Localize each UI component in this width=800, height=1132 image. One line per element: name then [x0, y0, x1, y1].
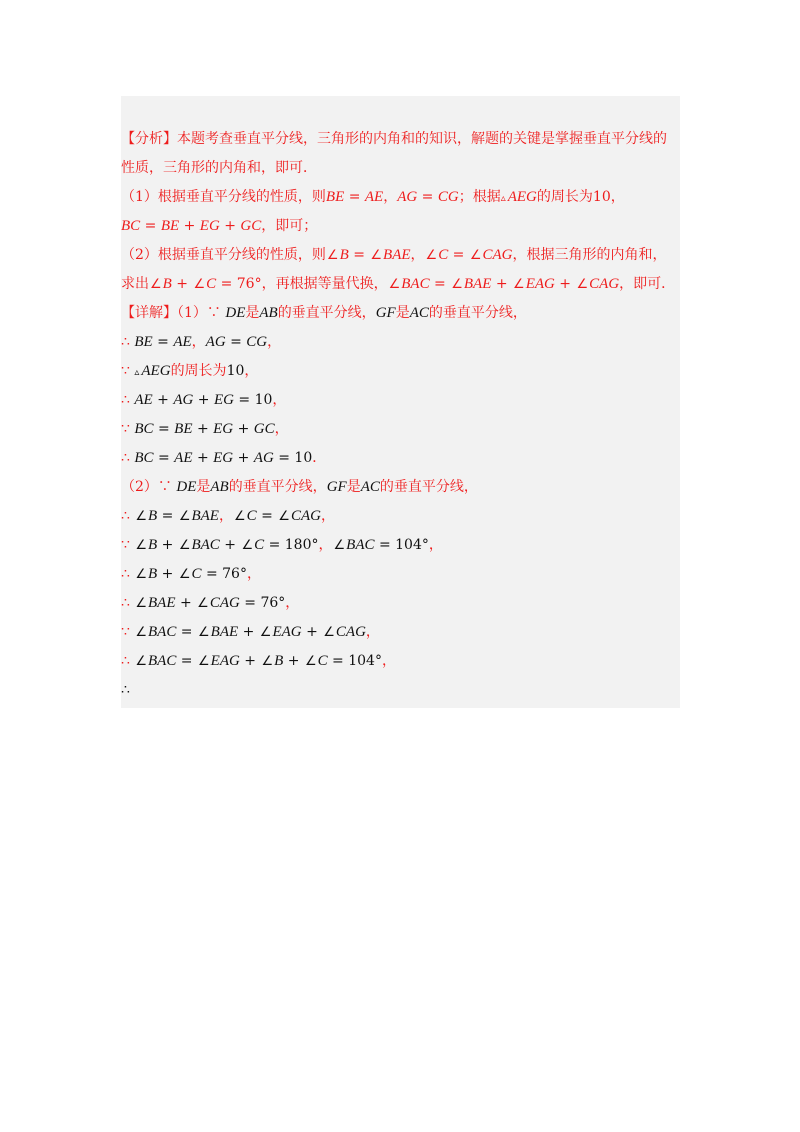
text-run: （2）根据垂直平分线的性质，则: [121, 247, 326, 263]
math-variable: BAC: [148, 653, 177, 669]
text-run: = 180°: [264, 537, 319, 553]
text-run: ，: [410, 247, 425, 263]
triangle-symbol: ▵: [134, 367, 140, 378]
text-run: 是: [395, 305, 410, 321]
angle-symbol: ∠: [135, 596, 148, 611]
math-variable: DE: [176, 479, 197, 495]
angle-symbol: ∠: [469, 248, 482, 263]
angle-symbol: ∠: [198, 654, 210, 669]
text-line: [121, 216, 317, 236]
text-run: +: [192, 421, 214, 437]
text-run: ∴: [121, 566, 135, 582]
math-variable: BC: [134, 450, 154, 466]
angle-symbol: ∠: [304, 654, 317, 669]
text-run: =: [417, 189, 438, 205]
math-variable: CAG: [482, 247, 513, 263]
text-line: [121, 274, 675, 295]
text-run: +: [157, 566, 178, 582]
angle-symbol: ∠: [333, 538, 346, 553]
math-variable: BC: [134, 421, 154, 437]
text-run: ∴: [121, 653, 135, 669]
angle-symbol: ∠: [326, 248, 339, 263]
math-variable: EAG: [525, 276, 555, 292]
text-run: =: [153, 450, 175, 466]
text-line: [121, 535, 443, 556]
math-variable: B: [148, 537, 158, 553]
math-variable: BAE: [210, 624, 239, 640]
math-variable: GC: [253, 421, 275, 437]
text-run: 10: [226, 363, 245, 379]
math-variable: C: [438, 247, 449, 263]
text-run: = 76°: [201, 566, 247, 582]
math-variable: BAE: [463, 276, 492, 292]
math-variable: AG: [173, 392, 194, 408]
math-variable: GF: [326, 479, 347, 495]
angle-symbol: ∠: [193, 277, 206, 292]
angle-symbol: ∠: [425, 248, 438, 263]
angle-symbol: ∠: [178, 509, 191, 524]
math-variable: BC: [121, 218, 141, 234]
math-variable: CAG: [589, 276, 620, 292]
text-run: ，: [285, 595, 300, 611]
text-run: +: [171, 276, 193, 292]
text-run: ，: [244, 363, 259, 379]
math-variable: AG: [397, 189, 418, 205]
angle-symbol: ∠: [198, 625, 210, 640]
text-run: ，: [272, 392, 287, 408]
math-variable: BE: [325, 189, 345, 205]
angle-symbol: ∠: [451, 277, 463, 292]
text-run: +: [193, 392, 214, 408]
math-variable: AG: [253, 450, 274, 466]
text-run: ∵: [121, 537, 135, 553]
text-run: = 76°: [239, 595, 286, 611]
text-run: = 76°，再根据等量代换，: [216, 276, 388, 292]
math-variable: B: [162, 276, 172, 292]
solution-panel: [121, 96, 680, 708]
math-variable: BAE: [383, 247, 411, 263]
text-run: ∵: [121, 421, 135, 437]
text-run: ，: [318, 537, 333, 553]
angle-symbol: ∠: [576, 277, 589, 292]
text-run: =: [256, 508, 278, 524]
math-variable: EG: [213, 392, 234, 408]
text-line: [121, 477, 478, 497]
text-run: ∴: [121, 682, 130, 698]
text-run: +: [554, 276, 576, 292]
text-run: ，即可；: [261, 218, 318, 234]
math-variable: EG: [199, 218, 220, 234]
text-run: ，: [246, 566, 261, 582]
text-line: [121, 593, 299, 614]
math-variable: AC: [409, 305, 429, 321]
text-run: 是: [196, 479, 211, 495]
angle-symbol: ∠: [178, 567, 191, 582]
math-variable: C: [191, 566, 202, 582]
text-line: [121, 158, 317, 178]
math-variable: CAG: [290, 508, 321, 524]
text-run: （1）根据垂直平分线的性质，则: [121, 189, 326, 205]
angle-symbol: ∠: [388, 277, 401, 292]
math-variable: GF: [375, 305, 396, 321]
math-variable: BAC: [401, 276, 430, 292]
text-run: ，: [381, 653, 396, 669]
math-variable: DE: [225, 305, 246, 321]
text-run: =: [176, 653, 197, 669]
text-run: ；根据: [458, 189, 501, 205]
text-run: ∵: [121, 624, 135, 640]
math-variable: CG: [246, 334, 268, 350]
triangle-symbol: ▵: [500, 193, 506, 204]
angle-symbol: ∠: [370, 248, 383, 263]
text-run: ，: [383, 189, 398, 205]
text-line: [121, 245, 667, 266]
text-line: [121, 622, 380, 643]
math-variable: BAE: [191, 508, 219, 524]
text-line: [121, 361, 258, 383]
text-line: [121, 390, 286, 410]
text-line: [121, 419, 289, 439]
text-run: ，即可．: [619, 276, 676, 292]
math-variable: AB: [259, 305, 278, 321]
text-run: ，: [320, 508, 335, 524]
text-run: +: [491, 276, 513, 292]
text-run: =: [152, 334, 174, 350]
text-run: 是: [245, 305, 260, 321]
text-run: ∵: [121, 363, 135, 379]
angle-symbol: ∠: [135, 509, 148, 524]
text-line: [121, 680, 130, 700]
text-run: =: [140, 218, 161, 234]
text-run: 的周长为10，: [536, 189, 625, 205]
text-line: [121, 448, 326, 468]
math-variable: AE: [364, 189, 384, 205]
text-run: +: [157, 537, 178, 553]
math-variable: BAE: [148, 595, 176, 611]
angle-symbol: ∠: [323, 625, 335, 640]
text-run: 【分析】本题考查垂直平分线，三角形的内角和的知识，解题的关键是掌握垂直平分线的: [121, 131, 667, 147]
text-run: =: [157, 508, 178, 524]
text-run: +: [179, 218, 200, 234]
text-run: =: [225, 334, 247, 350]
text-run: =: [344, 189, 365, 205]
text-run: ，根据三角形的内角和，: [512, 247, 667, 263]
math-variable: AE: [174, 450, 193, 466]
text-line: [121, 129, 667, 149]
text-run: +: [192, 450, 214, 466]
text-run: =: [429, 276, 451, 292]
text-run: ，: [267, 334, 282, 350]
text-run: +: [152, 392, 174, 408]
text-run: +: [233, 450, 254, 466]
math-variable: AE: [134, 392, 153, 408]
angle-symbol: ∠: [259, 625, 272, 640]
math-variable: EG: [213, 450, 234, 466]
angle-symbol: ∠: [261, 654, 274, 669]
angle-symbol: ∠: [233, 509, 246, 524]
math-variable: BAC: [191, 537, 220, 553]
text-run: +: [301, 624, 323, 640]
text-run: ∴: [121, 508, 135, 524]
text-run: +: [239, 653, 261, 669]
math-variable: BE: [174, 421, 193, 437]
text-run: +: [219, 537, 241, 553]
math-variable: AEG: [141, 363, 171, 379]
text-run: ，: [274, 421, 289, 437]
text-run: +: [283, 653, 304, 669]
angle-symbol: ∠: [135, 538, 148, 553]
text-line: [121, 303, 527, 323]
math-variable: C: [206, 276, 217, 292]
text-run: 性质，三角形的内角和，即可．: [121, 160, 317, 176]
text-run: = 10: [233, 392, 273, 408]
text-run: +: [219, 218, 241, 234]
text-run: = 10: [273, 450, 313, 466]
math-variable: AG: [205, 334, 226, 350]
math-variable: B: [339, 247, 349, 263]
text-run: （2）∵: [121, 479, 177, 495]
text-run: = 104°: [327, 653, 382, 669]
math-variable: BAC: [148, 624, 177, 640]
angle-symbol: ∠: [241, 538, 254, 553]
text-run: ，: [218, 508, 233, 524]
text-run: ．: [312, 450, 327, 466]
text-line: [121, 187, 625, 209]
text-run: ，: [191, 334, 206, 350]
text-run: 的周长为: [170, 363, 227, 379]
text-run: ，: [365, 624, 380, 640]
math-variable: AE: [173, 334, 192, 350]
math-variable: AB: [210, 479, 229, 495]
text-run: +: [233, 421, 254, 437]
text-run: ∴: [121, 392, 135, 408]
text-line: [121, 332, 281, 352]
math-variable: B: [148, 566, 158, 582]
text-run: =: [348, 247, 370, 263]
text-run: +: [175, 595, 197, 611]
math-variable: EG: [213, 421, 234, 437]
text-line: [121, 506, 335, 527]
text-line: [121, 564, 261, 585]
math-variable: CAG: [209, 595, 240, 611]
math-variable: BAC: [346, 537, 375, 553]
text-run: =: [176, 624, 197, 640]
math-variable: GC: [240, 218, 262, 234]
math-variable: CAG: [335, 624, 366, 640]
math-variable: B: [274, 653, 284, 669]
math-variable: EAG: [210, 653, 240, 669]
text-run: 求出: [121, 276, 149, 292]
text-run: =: [448, 247, 469, 263]
text-run: =: [153, 421, 175, 437]
math-variable: BE: [160, 218, 180, 234]
angle-symbol: ∠: [135, 654, 148, 669]
math-variable: BE: [134, 334, 153, 350]
math-variable: B: [148, 508, 158, 524]
angle-symbol: ∠: [278, 509, 290, 524]
text-line: [121, 651, 396, 672]
math-variable: AEG: [507, 189, 537, 205]
angle-symbol: ∠: [135, 567, 148, 582]
text-run: 的垂直平分线，: [277, 305, 376, 321]
text-run: ∴: [121, 450, 135, 466]
angle-symbol: ∠: [197, 596, 209, 611]
math-variable: CG: [437, 189, 459, 205]
text-run: 的垂直平分线，: [228, 479, 327, 495]
angle-symbol: ∠: [150, 277, 162, 292]
angle-symbol: ∠: [513, 277, 525, 292]
math-variable: C: [317, 653, 328, 669]
text-run: 【详解】（1）∵: [121, 305, 226, 321]
text-run: +: [238, 624, 259, 640]
text-run: ∴: [121, 334, 135, 350]
text-run: 的垂直平分线，: [379, 479, 478, 495]
text-run: ，: [428, 537, 443, 553]
math-variable: AC: [360, 479, 380, 495]
math-variable: C: [246, 508, 257, 524]
math-variable: C: [254, 537, 265, 553]
text-run: 是: [346, 479, 361, 495]
text-run: ∴: [121, 595, 135, 611]
text-run: 的垂直平分线，: [428, 305, 527, 321]
angle-symbol: ∠: [178, 538, 191, 553]
math-variable: EAG: [272, 624, 302, 640]
text-run: = 104°: [374, 537, 429, 553]
angle-symbol: ∠: [135, 625, 148, 640]
